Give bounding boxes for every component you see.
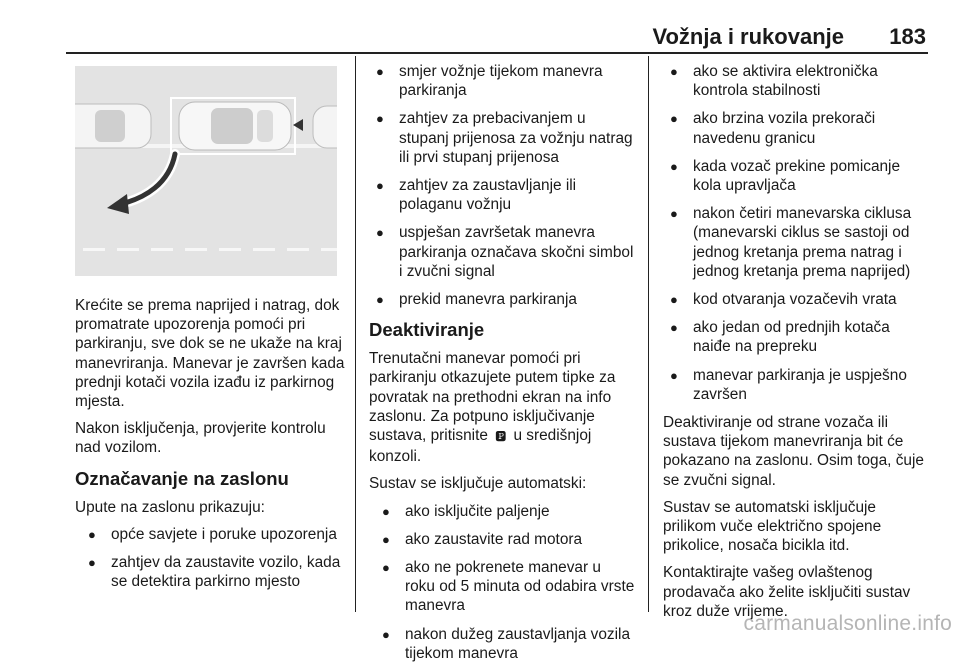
after-paragraph: Nakon isključenja, provjerite kontrolu nad vozilom.: [75, 420, 326, 457]
auto-list-continued: [663, 62, 927, 404]
intro-paragraph: Krećite se prema naprijed i natrag, dok promatrate upozorenja pomoći pri parkiranju, sve dok se ne ukaže na kraj manevriranja. Manevar je završen kada prednji kotači vozila izađu iz parkirnog mjesta.: [75, 297, 345, 411]
parking-assist-illustration: [75, 66, 337, 276]
list-item: ● kada vozač prekine pomicanje kola upravljača: [663, 157, 927, 195]
list-item: ● zahtjev za zaustavljanje ili polaganu vožnju: [369, 176, 635, 214]
deactivation-text-a: Trenutačni manevar pomoći pri parkiranju otkazujete putem tipke za povratak na prethodni ekran na info zaslonu. Za potpuno isključivanje sustava, pritisnite: [369, 350, 616, 445]
list-item: ● zahtjev da zaustavite vozilo, kada se detektira parkirno mjesto: [75, 553, 347, 591]
list-item: ● ako ne pokrenete manevar u roku od 5 minuta od odabira vrste manevra: [369, 558, 635, 616]
parking-button-icon: 🅿: [495, 431, 507, 444]
list-item: ● smjer vožnje tijekom manevra parkiranja: [369, 62, 635, 100]
list-item: ● uspješan završetak manevra parkiranja označava skočni simbol i zvučni signal: [369, 223, 635, 281]
column-divider: [355, 56, 356, 612]
column-2: [369, 62, 635, 672]
list-item: ● kod otvaranja vozačevih vrata: [663, 290, 927, 309]
auto-intro: Sustav se isključuje automatski:: [369, 475, 587, 493]
column-3: [663, 62, 927, 629]
list-item: ● ako jedan od prednjih kotača naiđe na prepreku: [663, 318, 927, 356]
column-1: [75, 66, 347, 600]
display-list-continued: [369, 62, 635, 309]
list-item: ● ako zaustavite rad motora: [369, 530, 635, 549]
list-item: ● ako brzina vozila prekorači navedenu granicu: [663, 109, 927, 147]
list-item: ● manevar parkiranja je uspješno završen: [663, 366, 927, 404]
display-list: [75, 525, 347, 592]
list-item: ● zahtjev za prebacivanjem u stupanj prijenosa za vožnju natrag ili prvi stupanj prijenosa: [369, 109, 635, 167]
list-item: ● opće savjete i poruke upozorenja: [75, 525, 347, 544]
deactivation-notice-paragraph: Deaktiviranje od strane vozača ili sustava tijekom manevriranja bit će pokazano na zaslonu. Osim toga, čuje se zvučni signal.: [663, 414, 924, 489]
contact-dealer-paragraph: Kontaktirajte vašeg ovlaštenog prodavača ako želite isključiti sustav kroz duže vrijeme.: [663, 564, 911, 620]
display-intro: Upute na zaslonu prikazuju:: [75, 498, 265, 516]
display-heading: Označavanje na zaslonu: [75, 467, 289, 489]
watermark: carmanualsonline.info: [743, 612, 952, 635]
list-item: ● prekid manevra parkiranja: [369, 290, 635, 309]
parking-illustration-svg: [75, 66, 337, 276]
list-item: ● ako isključite paljenje: [369, 502, 635, 521]
deactivation-text-b: u središnjoj konzoli.: [369, 427, 592, 466]
header-rule: [66, 52, 928, 54]
list-item: ● ako se aktivira elektronička kontrola stabilnosti: [663, 62, 927, 100]
list-item: ● nakon dužeg zaustavljanja vozila tijekom manevra: [369, 625, 635, 663]
section-title: Vožnja i rukovanje: [652, 24, 844, 49]
auto-list: [369, 502, 635, 663]
list-item: ● nakon četiri manevarska ciklusa (manevarski ciklus se sastoji od jednog kretanja prema natrag i jednog kretanja prema naprijed): [663, 204, 927, 281]
deactivation-paragraph: [369, 349, 635, 466]
deactivation-heading: Deaktiviranje: [369, 319, 485, 341]
trailer-paragraph: Sustav se automatski isključuje prilikom vuče električno spojene prikolice, nosača bicikla itd.: [663, 498, 882, 555]
page-header: [66, 20, 928, 54]
page-number: 183: [889, 24, 926, 49]
column-divider: [648, 56, 649, 612]
